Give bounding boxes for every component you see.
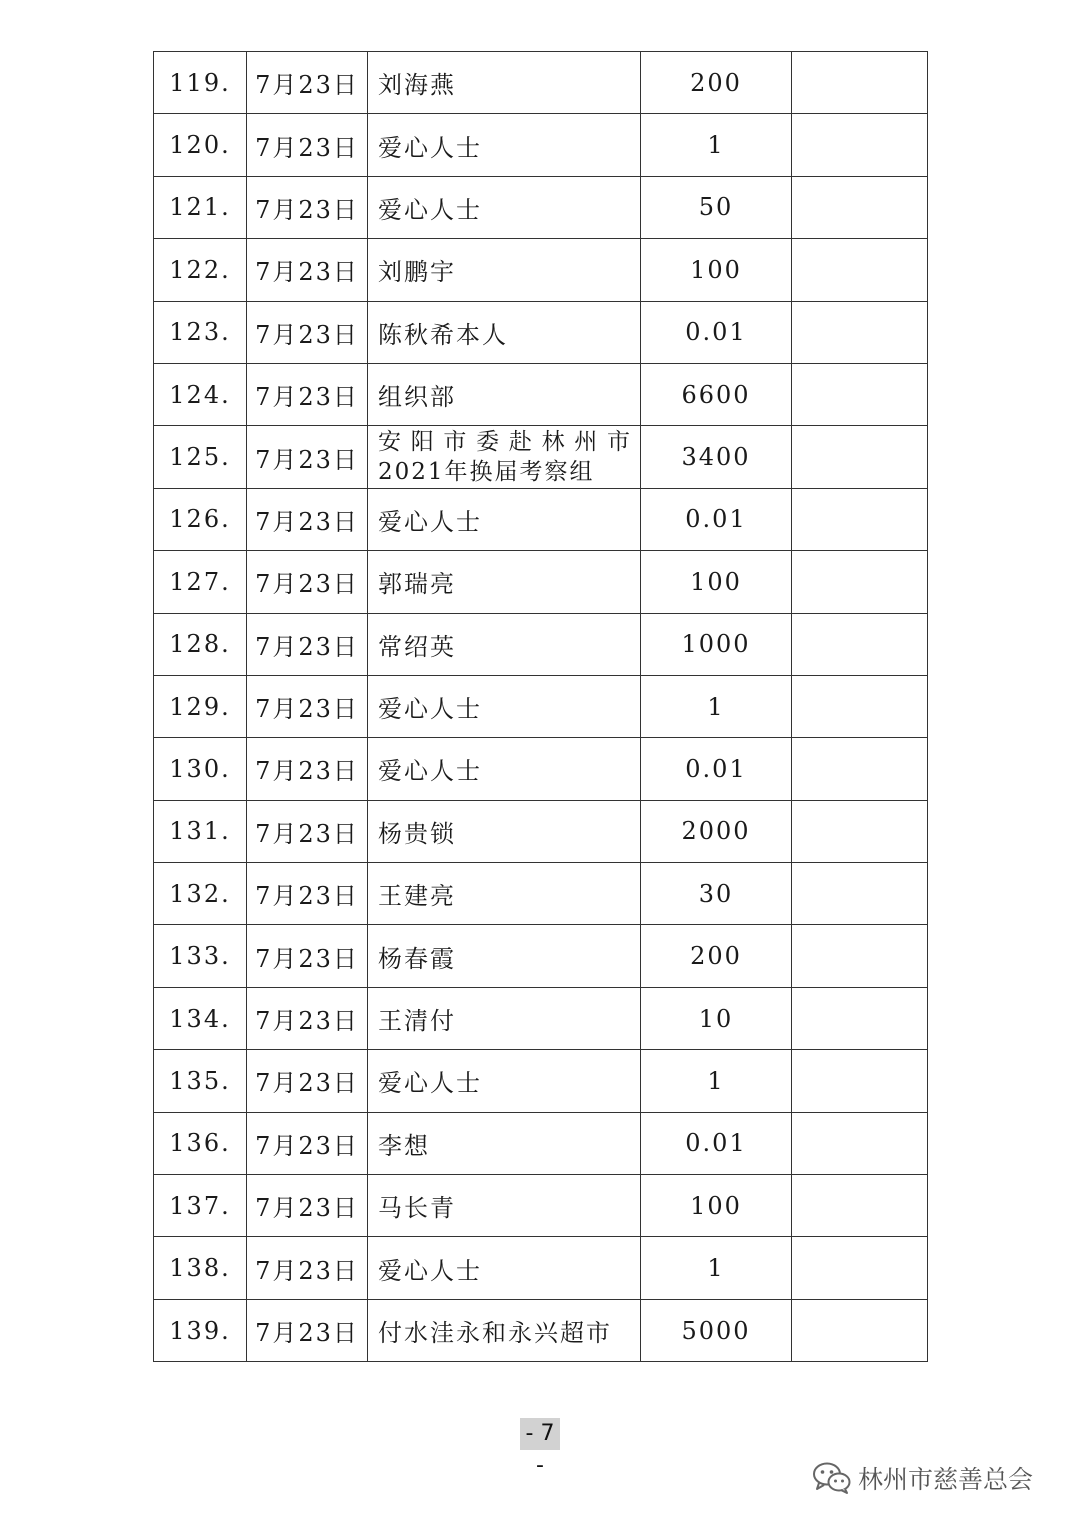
amount-cell: 30 (641, 863, 792, 925)
date-cell: 7月23日 (247, 426, 368, 488)
row-number-cell: 128. (154, 613, 247, 675)
table-row (154, 925, 928, 987)
row-number-cell: 135. (154, 1050, 247, 1112)
donor-name-cell: 爱心人士 (368, 1050, 641, 1112)
amount-cell: 3400 (641, 426, 792, 488)
table-row (154, 800, 928, 862)
date-cell: 7月23日 (247, 800, 368, 862)
wechat-icon (812, 1461, 852, 1495)
amount-cell: 1000 (641, 613, 792, 675)
table-row (154, 738, 928, 800)
table-row (154, 488, 928, 550)
donor-name-cell: 刘鹏宇 (368, 239, 641, 301)
donation-table (153, 51, 928, 1362)
table-row (154, 176, 928, 238)
row-number-cell: 127. (154, 551, 247, 613)
row-number-cell: 119. (154, 52, 247, 114)
amount-cell: 0.01 (641, 1112, 792, 1174)
amount-cell: 0.01 (641, 738, 792, 800)
amount-cell: 5000 (641, 1299, 792, 1361)
amount-cell: 100 (641, 239, 792, 301)
amount-cell: 1 (641, 675, 792, 737)
table-row (154, 1050, 928, 1112)
donor-name-cell: 爱心人士 (368, 675, 641, 737)
date-cell: 7月23日 (247, 52, 368, 114)
row-number-cell: 120. (154, 114, 247, 176)
donor-name-cell: 王清付 (368, 987, 641, 1049)
amount-cell: 6600 (641, 363, 792, 425)
note-cell (792, 1112, 928, 1174)
note-cell (792, 52, 928, 114)
note-cell (792, 363, 928, 425)
table-row (154, 613, 928, 675)
note-cell (792, 1050, 928, 1112)
amount-cell: 100 (641, 1175, 792, 1237)
row-number-cell: 134. (154, 987, 247, 1049)
watermark (812, 1456, 1033, 1500)
table-row (154, 1175, 928, 1237)
donor-name-cell: 付水洼永和永兴超市 (368, 1299, 641, 1361)
donor-name-cell: 组织部 (368, 363, 641, 425)
note-cell (792, 738, 928, 800)
date-cell: 7月23日 (247, 176, 368, 238)
date-cell: 7月23日 (247, 738, 368, 800)
row-number-cell: 126. (154, 488, 247, 550)
table-row (154, 1112, 928, 1174)
donor-name-cell: 杨春霞 (368, 925, 641, 987)
date-cell: 7月23日 (247, 301, 368, 363)
date-cell: 7月23日 (247, 1175, 368, 1237)
note-cell (792, 301, 928, 363)
amount-cell: 100 (641, 551, 792, 613)
date-cell: 7月23日 (247, 1112, 368, 1174)
date-cell: 7月23日 (247, 863, 368, 925)
donor-name-cell: 爱心人士 (368, 176, 641, 238)
donor-name-cell: 杨贵锁 (368, 800, 641, 862)
note-cell (792, 426, 928, 488)
date-cell: 7月23日 (247, 1050, 368, 1112)
note-cell (792, 1237, 928, 1299)
table-row (154, 426, 928, 488)
row-number-cell: 139. (154, 1299, 247, 1361)
note-cell (792, 863, 928, 925)
note-cell (792, 239, 928, 301)
amount-cell: 0.01 (641, 488, 792, 550)
row-number-cell: 121. (154, 176, 247, 238)
amount-cell: 1 (641, 1237, 792, 1299)
date-cell: 7月23日 (247, 114, 368, 176)
note-cell (792, 1299, 928, 1361)
amount-cell: 1 (641, 114, 792, 176)
donor-name-cell: 陈秋希本人 (368, 301, 641, 363)
row-number-cell: 122. (154, 239, 247, 301)
table-row (154, 987, 928, 1049)
note-cell (792, 1175, 928, 1237)
donor-name-cell: 爱心人士 (368, 738, 641, 800)
table-row (154, 52, 928, 114)
amount-cell: 0.01 (641, 301, 792, 363)
note-cell (792, 488, 928, 550)
date-cell: 7月23日 (247, 239, 368, 301)
table-row (154, 114, 928, 176)
donor-name-cell: 爱心人士 (368, 488, 641, 550)
note-cell (792, 551, 928, 613)
date-cell: 7月23日 (247, 1237, 368, 1299)
table-row (154, 363, 928, 425)
row-number-cell: 125. (154, 426, 247, 488)
amount-cell: 50 (641, 176, 792, 238)
amount-cell: 2000 (641, 800, 792, 862)
watermark-text: 林州市慈善总会 (858, 1465, 1034, 1494)
row-number-cell: 136. (154, 1112, 247, 1174)
table-row (154, 675, 928, 737)
table-row (154, 301, 928, 363)
date-cell: 7月23日 (247, 488, 368, 550)
note-cell (792, 987, 928, 1049)
note-cell (792, 176, 928, 238)
page-number: - 7 - (520, 1418, 560, 1450)
table-row (154, 863, 928, 925)
donor-name-cell: 李想 (368, 1112, 641, 1174)
table-row (154, 1237, 928, 1299)
donor-name-cell: 郭瑞亮 (368, 551, 641, 613)
note-cell (792, 114, 928, 176)
date-cell: 7月23日 (247, 675, 368, 737)
row-number-cell: 123. (154, 301, 247, 363)
note-cell (792, 800, 928, 862)
amount-cell: 1 (641, 1050, 792, 1112)
donor-name-cell: 爱心人士 (368, 114, 641, 176)
row-number-cell: 138. (154, 1237, 247, 1299)
note-cell (792, 613, 928, 675)
row-number-cell: 131. (154, 800, 247, 862)
row-number-cell: 132. (154, 863, 247, 925)
donor-name-cell: 常绍英 (368, 613, 641, 675)
row-number-cell: 124. (154, 363, 247, 425)
date-cell: 7月23日 (247, 925, 368, 987)
date-cell: 7月23日 (247, 1299, 368, 1361)
donor-name-cell: 爱心人士 (368, 1237, 641, 1299)
donor-name-cell: 马长青 (368, 1175, 641, 1237)
amount-cell: 200 (641, 925, 792, 987)
note-cell (792, 675, 928, 737)
date-cell: 7月23日 (247, 551, 368, 613)
amount-cell: 200 (641, 52, 792, 114)
table-row (154, 551, 928, 613)
date-cell: 7月23日 (247, 613, 368, 675)
donor-name-cell: 王建亮 (368, 863, 641, 925)
row-number-cell: 133. (154, 925, 247, 987)
note-cell (792, 925, 928, 987)
donation-table-body (154, 52, 928, 1362)
table-row (154, 239, 928, 301)
table-row (154, 1299, 928, 1361)
date-cell: 7月23日 (247, 363, 368, 425)
row-number-cell: 130. (154, 738, 247, 800)
row-number-cell: 129. (154, 675, 247, 737)
amount-cell: 10 (641, 987, 792, 1049)
date-cell: 7月23日 (247, 987, 368, 1049)
donor-name-cell: 刘海燕 (368, 52, 641, 114)
row-number-cell: 137. (154, 1175, 247, 1237)
donor-name-cell: 安阳市委赴林州市2021年换届考察组 (368, 426, 641, 488)
